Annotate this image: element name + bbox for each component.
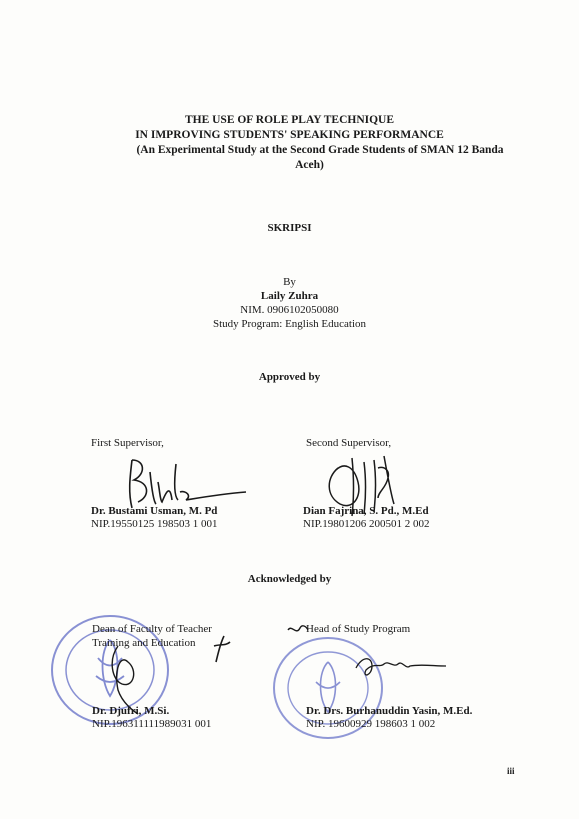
title-line-4: Aceh) bbox=[295, 159, 324, 171]
dean-initial-mark bbox=[210, 634, 234, 664]
head-role: Head of Study Program bbox=[306, 623, 411, 635]
head-nip: NIP. 19600929 198603 1 002 bbox=[306, 718, 436, 730]
title-line-2: IN IMPROVING STUDENTS' SPEAKING PERFORMANCE bbox=[135, 129, 444, 141]
dean-role-line-1: Dean of Faculty of Teacher bbox=[92, 623, 212, 635]
doc-type: SKRIPSI bbox=[267, 222, 312, 234]
dean-name: Dr. Djufri, M.Si. bbox=[92, 705, 170, 717]
page-number: iii bbox=[507, 766, 515, 776]
first-supervisor-role: First Supervisor, bbox=[91, 437, 164, 449]
second-supervisor-name: Dian Fajrina, S. Pd., M.Ed bbox=[303, 505, 429, 517]
first-supervisor-signature bbox=[110, 452, 250, 512]
second-supervisor-nip: NIP.19801206 200501 2 002 bbox=[303, 518, 430, 530]
second-supervisor-role: Second Supervisor, bbox=[306, 437, 392, 449]
dean-role-line-2: Training and Education bbox=[92, 637, 196, 649]
first-supervisor-nip: NIP.19550125 198503 1 001 bbox=[91, 518, 218, 530]
title-line-1: THE USE OF ROLE PLAY TECHNIQUE bbox=[184, 114, 395, 126]
study-program: Study Program: English Education bbox=[212, 318, 367, 330]
head-signature bbox=[350, 648, 450, 688]
author-nim: NIM. 0906102050080 bbox=[240, 304, 339, 316]
by-label: By bbox=[283, 276, 296, 288]
approved-by: Approved by bbox=[258, 371, 321, 383]
title-line-3: (An Experimental Study at the Second Grade Students of SMAN 12 Banda bbox=[136, 144, 504, 156]
author-name: Laily Zuhra bbox=[260, 290, 319, 302]
head-name: Dr. Drs. Burhanuddin Yasin, M.Ed. bbox=[306, 705, 473, 717]
dean-nip: NIP.196311111989031 001 bbox=[92, 718, 212, 730]
acknowledged-by: Acknowledged by bbox=[247, 573, 332, 585]
first-supervisor-name: Dr. Bustami Usman, M. Pd bbox=[91, 505, 218, 517]
